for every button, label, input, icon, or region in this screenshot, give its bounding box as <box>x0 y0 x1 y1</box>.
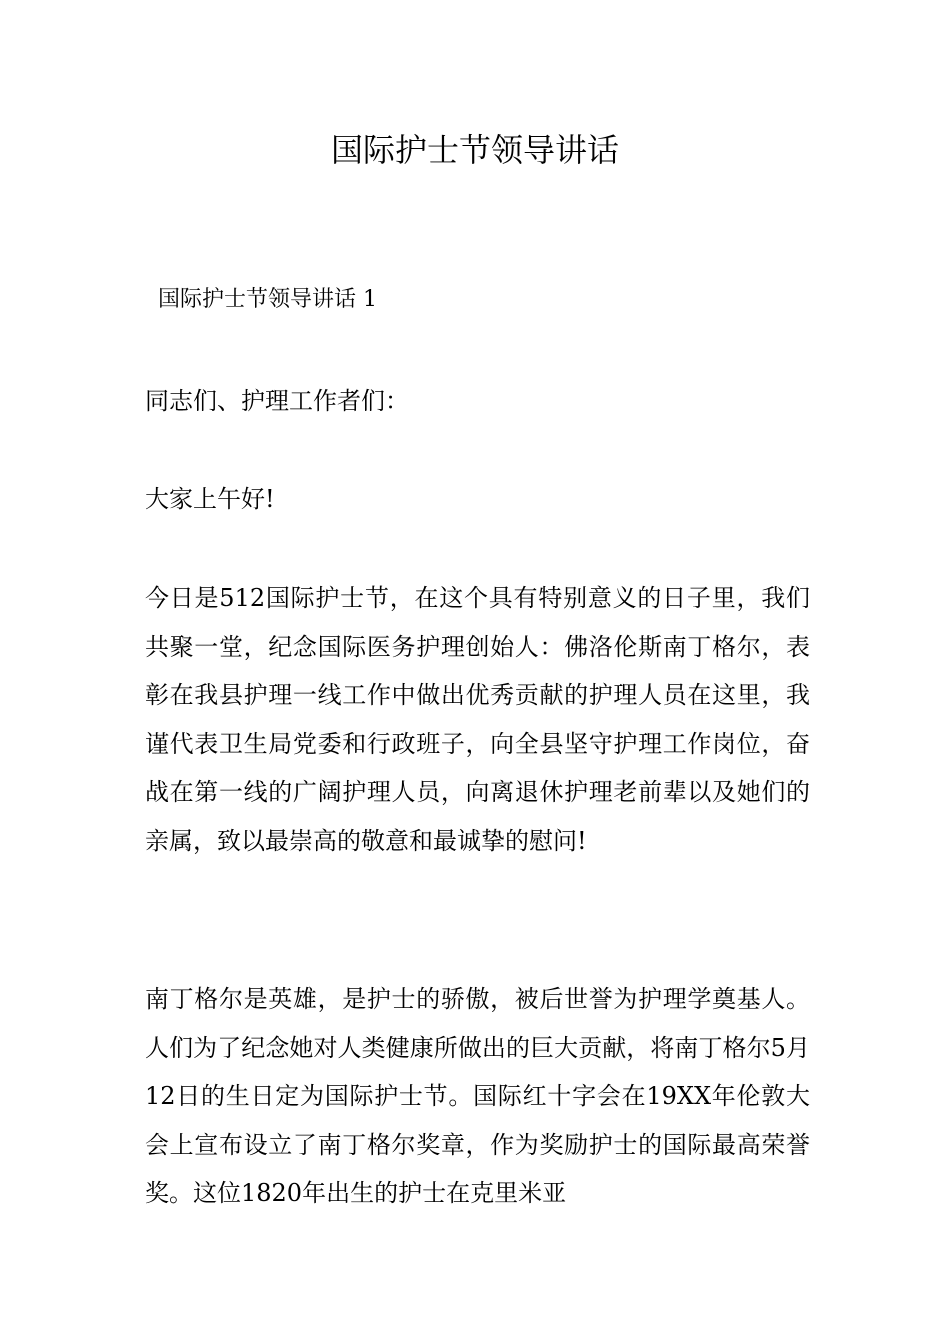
body-paragraph: 南丁格尔是英雄，是护士的骄傲，被后世誉为护理学奠基人。人们为了纪念她对人类健康所做出的巨大贡献，将南丁格尔5月12日的生日定为国际护士节。国际红十字会在19XX年伦敦大会上宣布设立了南丁格尔奖章，作为奖励护士的国际最高荣誉奖。这位1820年出生的护士在克里米亚 <box>145 985 810 1207</box>
section-heading: 国际护士节领导讲话 1 <box>158 287 377 312</box>
salutation-paragraph: 同志们、护理工作者们： <box>145 387 409 415</box>
document-title: 国际护士节领导讲话 <box>330 131 619 169</box>
body-paragraph: 今日是512国际护士节，在这个具有特别意义的日子里，我们共聚一堂，纪念国际医务护理创始人：佛洛伦斯南丁格尔，表彰在我县护理一线工作中做出优秀贡献的护理人员在这里，我谨代表卫生局党委和行政班子，向全县坚守护理工作岗位，奋战在第一线的广阔护理人员，向离退休护理老前辈以及她们的亲属，致以最崇高的敬意和最诚挚的慰问! <box>145 584 810 855</box>
greeting-paragraph: 大家上午好! <box>145 485 275 513</box>
